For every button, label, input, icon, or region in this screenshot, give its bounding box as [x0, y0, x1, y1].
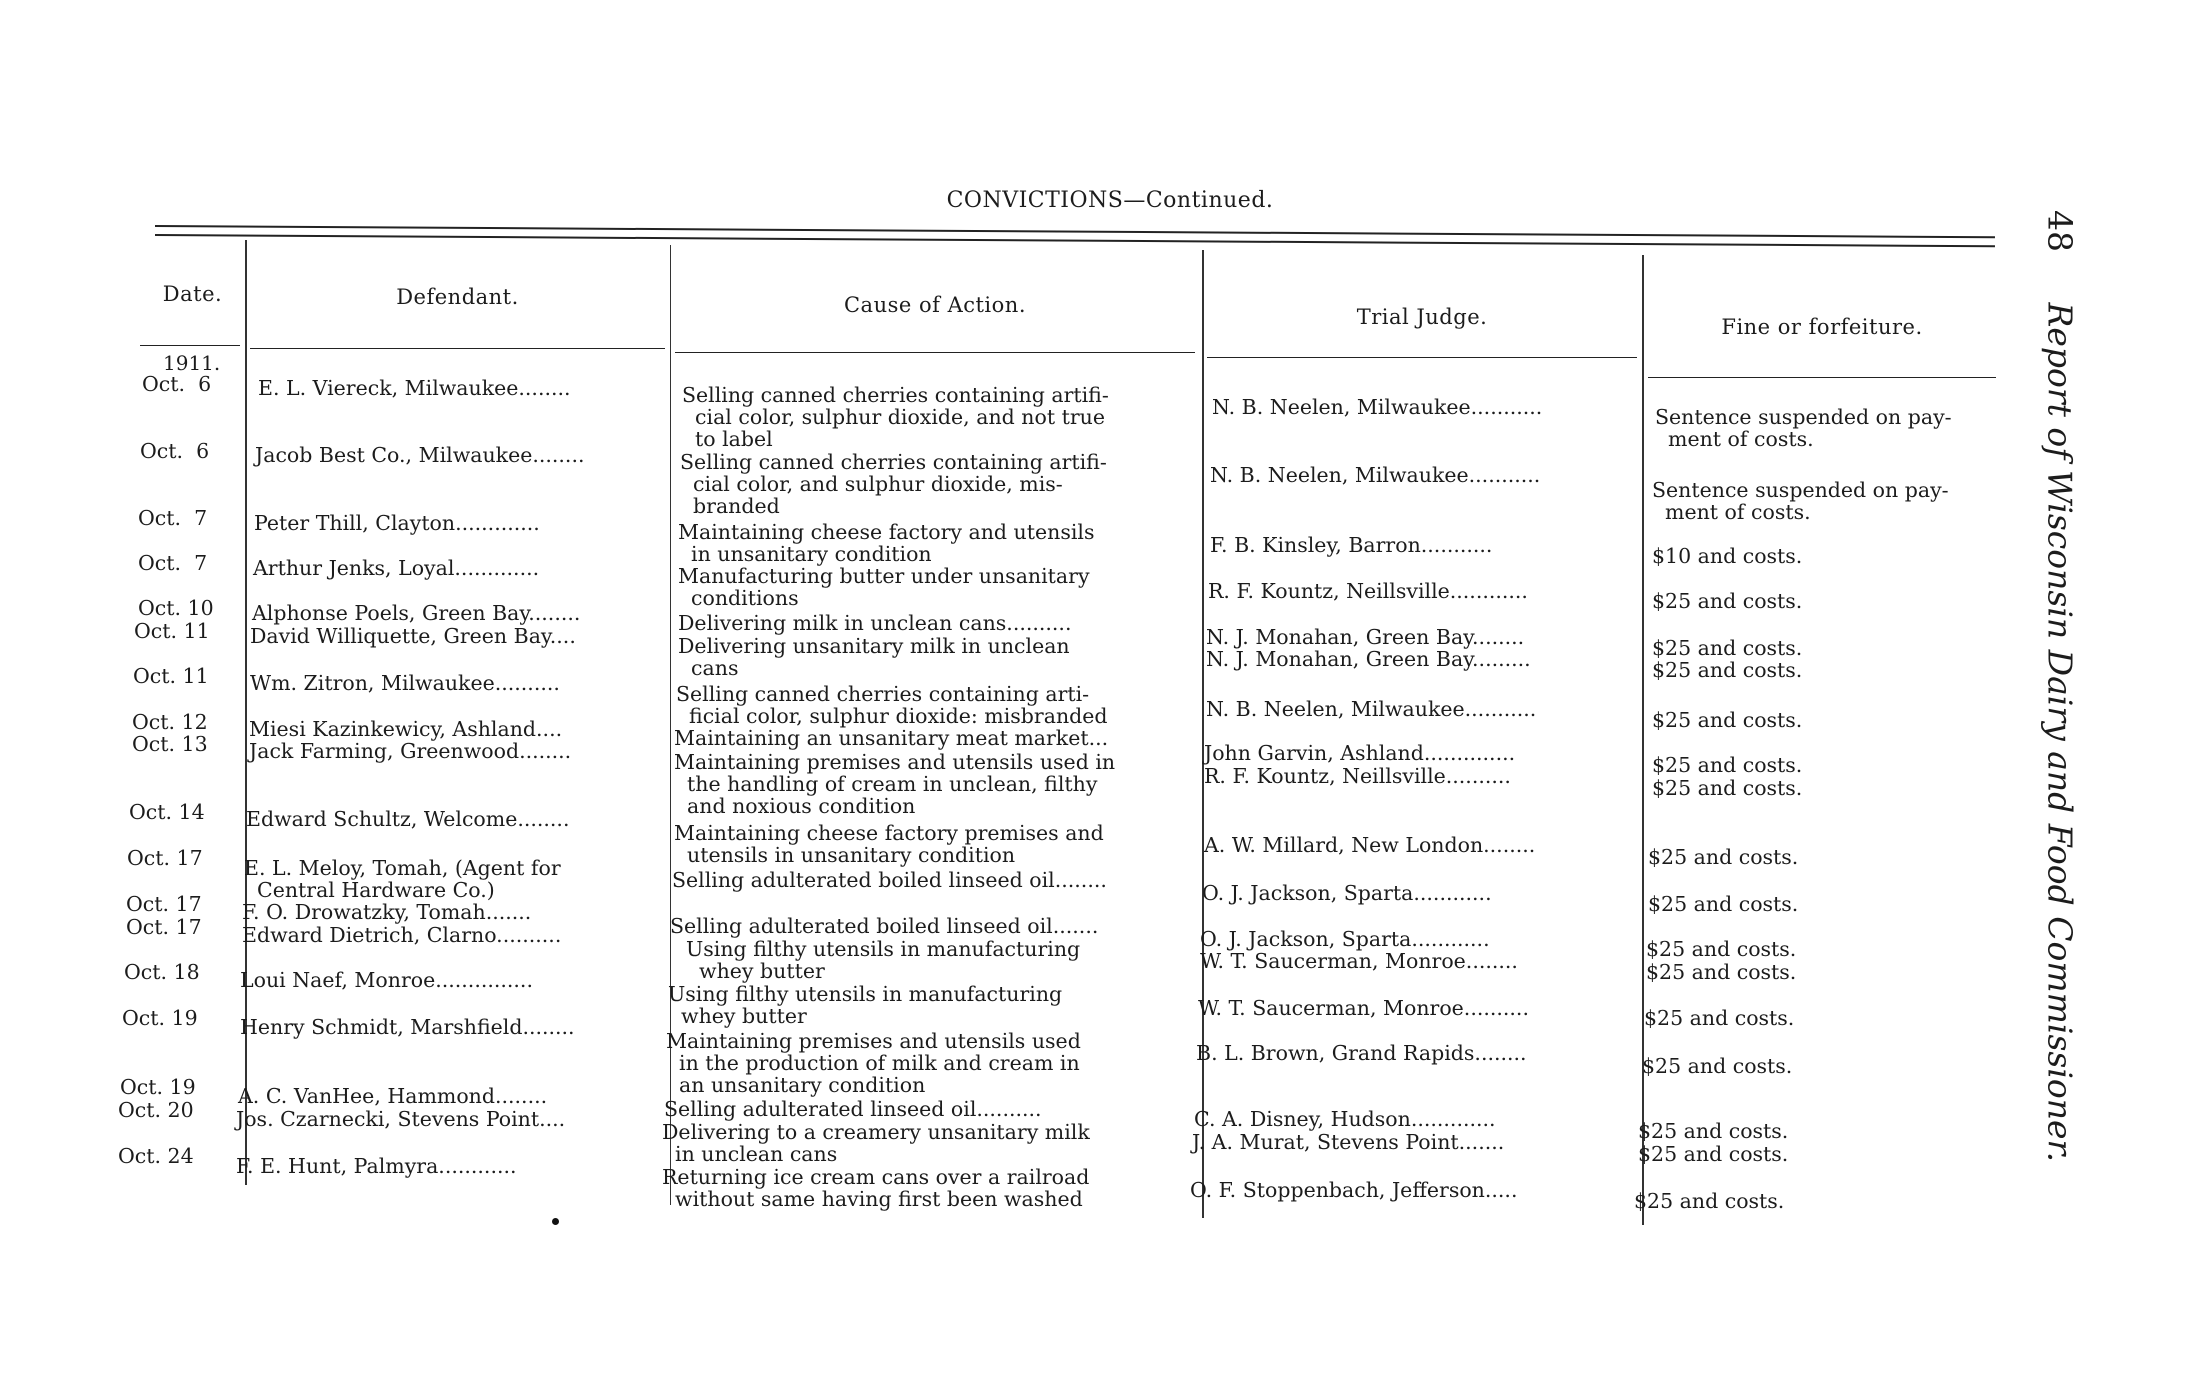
- row-date: Oct. 18: [124, 960, 200, 984]
- row-fine: $25 and costs.: [1638, 1119, 1789, 1143]
- page-heading: CONVICTIONS—Continued.: [946, 188, 1274, 213]
- column-divider-judge: [1642, 255, 1644, 1225]
- row-judge: N. B. Neelen, Milwaukee...........: [1206, 697, 1537, 721]
- row-cause: Maintaining premises and utensils used in the production of milk and cream in an unsanitary condition: [666, 1029, 1081, 1097]
- row-defendant: Jack Farming, Greenwood........: [249, 739, 572, 763]
- row-fine: $10 and costs.: [1652, 544, 1803, 568]
- row-date: Oct. 13: [132, 732, 208, 756]
- row-cause: Delivering unsanitary milk in unclean cans: [678, 634, 1070, 680]
- row-cause: Maintaining cheese factory and utensils in unsanitary condition: [678, 520, 1095, 566]
- header-fine: Fine or forfeiture.: [1721, 315, 1923, 339]
- running-title: Report of Wisconsin Dairy and Food Commissioner.: [2040, 302, 2080, 1163]
- row-cause: Using filthy utensils in manufacturing whey butter: [686, 937, 1081, 983]
- row-defendant: F. O. Drowatzky, Tomah.......: [242, 900, 532, 924]
- page-number: 48: [2040, 210, 2080, 252]
- row-cause: Delivering milk in unclean cans..........: [678, 611, 1072, 635]
- header-cause: Cause of Action.: [843, 293, 1026, 317]
- row-defendant: Peter Thill, Clayton.............: [254, 511, 540, 535]
- row-judge: O. F. Stoppenbach, Jefferson.....: [1190, 1178, 1518, 1202]
- row-cause: Manufacturing butter under unsanitary conditions: [678, 564, 1090, 610]
- row-cause: Maintaining cheese factory premises and utensils in unsanitary condition: [674, 821, 1104, 867]
- row-date: Oct. 17: [126, 915, 202, 939]
- row-date: Oct. 19: [122, 1006, 198, 1030]
- column-divider-date: [245, 240, 247, 1185]
- row-cause: Selling canned cherries containing artifi- cial color, sulphur dioxide, and not true to label: [682, 383, 1109, 451]
- row-date: Oct. 7: [138, 506, 208, 530]
- row-date: Oct. 6: [140, 439, 210, 463]
- row-fine: $25 and costs.: [1644, 1006, 1795, 1030]
- row-date: Oct. 11: [133, 664, 209, 688]
- row-fine: Sentence suspended on pay- ment of costs.: [1652, 478, 1949, 524]
- header-defendant: Defendant.: [396, 285, 519, 309]
- row-cause: Selling adulterated boiled linseed oil........: [672, 868, 1107, 892]
- row-fine: $25 and costs.: [1646, 960, 1797, 984]
- row-cause: Maintaining premises and utensils used in the handling of cream in unclean, filthy and noxious condition: [674, 750, 1116, 818]
- row-defendant: Henry Schmidt, Marshfield........: [240, 1015, 575, 1039]
- ink-speck: [552, 1218, 559, 1225]
- row-judge: B. L. Brown, Grand Rapids........: [1196, 1041, 1527, 1065]
- row-date: Oct. 19: [120, 1075, 196, 1099]
- row-defendant: E. L. Meloy, Tomah, (Agent for Central Hardware Co.): [244, 856, 561, 902]
- row-fine: $25 and costs.: [1648, 845, 1799, 869]
- row-date: Oct. 12: [132, 710, 208, 734]
- row-defendant: Wm. Zitron, Milwaukee..........: [250, 671, 560, 695]
- row-cause: Selling canned cherries containing artifi- cial color, and sulphur dioxide, mis- branded: [680, 450, 1107, 518]
- row-cause: Returning ice cream cans over a railroad without same having first been washed: [662, 1165, 1090, 1211]
- row-judge: N. B. Neelen, Milwaukee...........: [1212, 395, 1543, 419]
- header-rule-date: [140, 345, 240, 346]
- row-fine: $25 and costs.: [1652, 708, 1803, 732]
- row-cause: Using filthy utensils in manufacturing whey butter: [668, 982, 1063, 1028]
- row-judge: R. F. Kountz, Neillsville............: [1208, 579, 1528, 603]
- row-date: Oct. 17: [126, 892, 202, 916]
- row-fine: $25 and costs.: [1648, 892, 1799, 916]
- row-fine: Sentence suspended on pay- ment of costs.: [1655, 405, 1952, 451]
- row-judge: R. F. Kountz, Neillsville..........: [1204, 764, 1511, 788]
- row-judge: N. J. Monahan, Green Bay........ N. J. Monahan, Green Bay.........: [1206, 625, 1531, 671]
- row-date: Oct. 10: [138, 596, 214, 620]
- row-judge: W. T. Saucerman, Monroe..........: [1198, 996, 1529, 1020]
- row-cause: Delivering to a creamery unsanitary milk in unclean cans: [662, 1120, 1090, 1166]
- row-defendant: Edward Dietrich, Clarno..........: [242, 923, 562, 947]
- row-defendant: Alphonse Poels, Green Bay........: [252, 601, 581, 625]
- row-fine: $25 and costs.: [1652, 776, 1803, 800]
- row-defendant: E. L. Viereck, Milwaukee........: [258, 376, 571, 400]
- header-rule-defendant: [250, 348, 665, 349]
- row-fine: $25 and costs.: [1646, 937, 1797, 961]
- row-cause: Maintaining an unsanitary meat market...: [674, 726, 1109, 750]
- row-judge: John Garvin, Ashland..............: [1204, 741, 1516, 765]
- side-running-title: [2040, 210, 2080, 1220]
- row-date: Oct. 11: [134, 619, 210, 643]
- row-defendant: Jos. Czarnecki, Stevens Point....: [236, 1107, 566, 1131]
- header-rule-judge: [1207, 357, 1637, 358]
- row-judge: O. J. Jackson, Sparta............: [1202, 881, 1492, 905]
- column-divider-cause: [1202, 250, 1204, 1218]
- row-judge: W. T. Saucerman, Monroe........: [1200, 949, 1518, 973]
- row-date: Oct. 20: [118, 1098, 194, 1122]
- row-defendant: David Williquette, Green Bay....: [250, 624, 576, 648]
- header-rule-fine: [1648, 377, 1996, 378]
- row-fine: $25 and costs.: [1652, 589, 1803, 613]
- row-defendant: Arthur Jenks, Loyal.............: [253, 556, 540, 580]
- row-cause: Selling adulterated linseed oil..........: [664, 1097, 1042, 1121]
- row-date: Oct. 14: [129, 800, 205, 824]
- row-date: Oct. 6: [142, 372, 212, 396]
- row-fine: $25 and costs. $25 and costs.: [1652, 636, 1803, 682]
- row-date: Oct. 24: [118, 1144, 194, 1168]
- row-fine: $25 and costs.: [1652, 753, 1803, 777]
- row-defendant: A. C. VanHee, Hammond........: [238, 1084, 548, 1108]
- row-judge: O. J. Jackson, Sparta............: [1200, 927, 1490, 951]
- row-fine: $25 and costs.: [1638, 1142, 1789, 1166]
- row-defendant: F. E. Hunt, Palmyra............: [236, 1154, 517, 1178]
- row-fine: $25 and costs.: [1634, 1189, 1785, 1213]
- row-defendant: Jacob Best Co., Milwaukee........: [255, 443, 585, 467]
- row-defendant: Loui Naef, Monroe...............: [240, 968, 533, 992]
- header-rule-cause: [675, 352, 1195, 353]
- row-fine: $25 and costs.: [1642, 1054, 1793, 1078]
- row-judge: F. B. Kinsley, Barron...........: [1210, 533, 1493, 557]
- row-judge: J. A. Murat, Stevens Point.......: [1192, 1130, 1505, 1154]
- row-judge: C. A. Disney, Hudson.............: [1194, 1107, 1496, 1131]
- row-judge: A. W. Millard, New London........: [1204, 833, 1536, 857]
- row-defendant: Miesi Kazinkewicy, Ashland....: [249, 717, 563, 741]
- row-date: Oct. 7: [138, 551, 208, 575]
- year-label: 1911.: [163, 351, 221, 375]
- row-date: Oct. 17: [127, 846, 203, 870]
- row-cause: Selling canned cherries containing arti- ficial color, sulphur dioxide: misbranded: [676, 682, 1108, 728]
- row-judge: N. B. Neelen, Milwaukee...........: [1210, 463, 1541, 487]
- header-date: Date.: [162, 282, 223, 306]
- row-cause: Selling adulterated boiled linseed oil.......: [670, 914, 1099, 938]
- header-judge: Trial Judge.: [1356, 305, 1488, 329]
- row-defendant: Edward Schultz, Welcome........: [246, 807, 570, 831]
